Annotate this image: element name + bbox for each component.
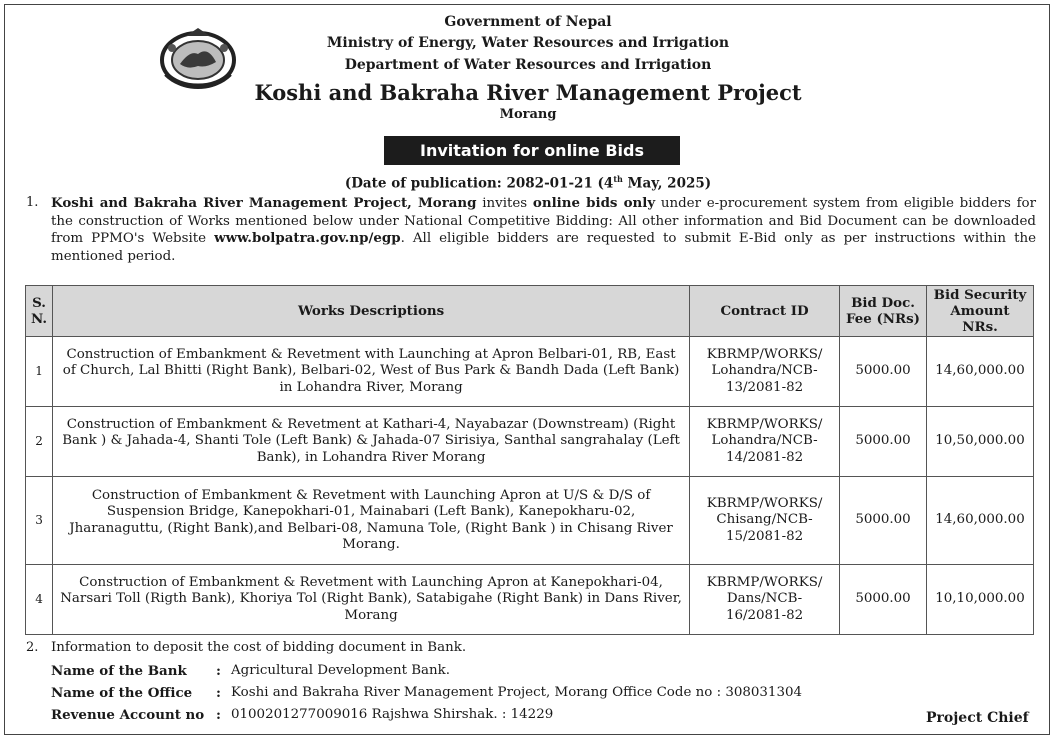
project-name-bold: Koshi and Bakraha River Management Project, Morang — [51, 195, 477, 211]
works-table — [25, 285, 1034, 635]
ministry-heading: Ministry of Energy, Water Resources and Irrigation — [326, 35, 730, 51]
revenue-value: 0100201277009016 Rajshwa Shirshak. : 14229 — [231, 707, 554, 722]
cell-contract-id: KBRMP/WORKS/ Lohandra/NCB- 14/2081-82 — [690, 407, 840, 477]
header-bid-security: Bid Security Amount NRs. — [926, 286, 1033, 337]
pubdate-suffix: May, 2025) — [622, 175, 712, 192]
table-row — [26, 337, 1034, 407]
table-row — [26, 565, 1034, 635]
header-contract-id: Contract ID — [690, 286, 840, 337]
cell-sn: 1 — [26, 337, 53, 407]
cell-doc-fee: 5000.00 — [840, 337, 927, 407]
cell-doc-fee: 5000.00 — [840, 477, 927, 565]
website-link[interactable]: www.bolpatra.gov.np/egp — [214, 230, 401, 246]
cell-sn: 2 — [26, 407, 53, 477]
pubdate-sup: th — [613, 174, 623, 184]
header-desc: Works Descriptions — [53, 286, 690, 337]
signature-project-chief: Project Chief — [926, 710, 1029, 726]
pubdate-prefix: (Date of publication: 2082-01-21 (4 — [344, 175, 614, 192]
publication-date — [0, 174, 1056, 192]
section-2-text: Information to deposit the cost of bidding document in Bank. — [51, 640, 467, 655]
cell-sn: 4 — [26, 565, 53, 635]
cell-desc: Construction of Embankment & Revetment with Launching Apron at U/S & D/S of Suspension Bridge, Kanepokhari-01, Mainabari (Left Bank), Kanepokharu-02, Jharanaguttu, (Right Bank),and Belbari-08, Namuna Tole, (Right Bank ) in Chisang River Morang. — [53, 477, 690, 565]
office-colon: : — [216, 685, 221, 701]
cell-doc-fee: 5000.00 — [840, 565, 927, 635]
govt-heading: Government of Nepal — [444, 14, 612, 30]
section-1-number: 1. — [26, 195, 39, 210]
cell-desc: Construction of Embankment & Revetment with Launching Apron at Kanepokhari-04, Narsari Toll (Rigth Bank), Khoriya Tol (Right Bank), Satabigahe (Right Bank) in Dans River, Morang — [53, 565, 690, 635]
cell-sn: 3 — [26, 477, 53, 565]
table-row — [26, 407, 1034, 477]
revenue-colon: : — [216, 707, 221, 723]
header-doc-fee: Bid Doc. Fee (NRs) — [840, 286, 927, 337]
cell-doc-fee: 5000.00 — [840, 407, 927, 477]
header-sn: S. N. — [26, 286, 53, 337]
bank-label: Name of the Bank — [51, 663, 187, 679]
table-header-row — [26, 286, 1034, 337]
cell-desc: Construction of Embankment & Revetment with Launching at Apron Belbari-01, RB, East of Church, Lal Bhitti (Right Bank), Belbari-02, West of Bus Park & Bandh Dada (Left Bank) in Lohandra River, Morang — [53, 337, 690, 407]
para-text-c: . All eligible bidders are requested to submit E-Bid only as per instructions within the mentioned period. — [51, 231, 1036, 264]
office-value: Koshi and Bakraha River Management Project, Morang Office Code no : 308031304 — [231, 685, 803, 700]
cell-bid-security: 10,10,000.00 — [926, 565, 1033, 635]
online-bids-bold: online bids only — [532, 195, 656, 211]
department-heading: Department of Water Resources and Irrigation — [344, 57, 712, 73]
bank-colon: : — [216, 663, 221, 679]
location-heading: Morang — [499, 107, 557, 122]
cell-contract-id: KBRMP/WORKS/ Dans/NCB- 16/2081-82 — [690, 565, 840, 635]
para-text-a: invites — [476, 196, 533, 211]
table-row — [26, 477, 1034, 565]
section-2-number: 2. — [26, 640, 39, 655]
office-label: Name of the Office — [51, 685, 193, 701]
cell-desc: Construction of Embankment & Revetment at Kathari-4, Nayabazar (Downstream) (Right Bank ) & Jahada-4, Shanti Tole (Left Bank) & Jahada-07 Sirisiya, Santhal sangrahalay (Left Bank), in Lohandra River Morang — [53, 407, 690, 477]
invitation-banner: Invitation for online Bids — [384, 136, 680, 165]
cell-bid-security: 14,60,000.00 — [926, 337, 1033, 407]
revenue-label: Revenue Account no — [51, 707, 205, 723]
bank-value: Agricultural Development Bank. — [231, 663, 451, 678]
para-text-b: under e-procurement system from eligible bidders for the construction of Works mentioned below under National Competitive Bidding: All other information and Bid Document can be downloaded from PPMO's Website — [51, 196, 1037, 246]
cell-bid-security: 14,60,000.00 — [926, 477, 1033, 565]
cell-contract-id: KBRMP/WORKS/ Chisang/NCB- 15/2081-82 — [690, 477, 840, 565]
cell-contract-id: KBRMP/WORKS/ Lohandra/NCB- 13/2081-82 — [690, 337, 840, 407]
section-1-paragraph — [51, 195, 1036, 265]
project-title: Koshi and Bakraha River Management Project — [254, 80, 802, 105]
cell-bid-security: 10,50,000.00 — [926, 407, 1033, 477]
